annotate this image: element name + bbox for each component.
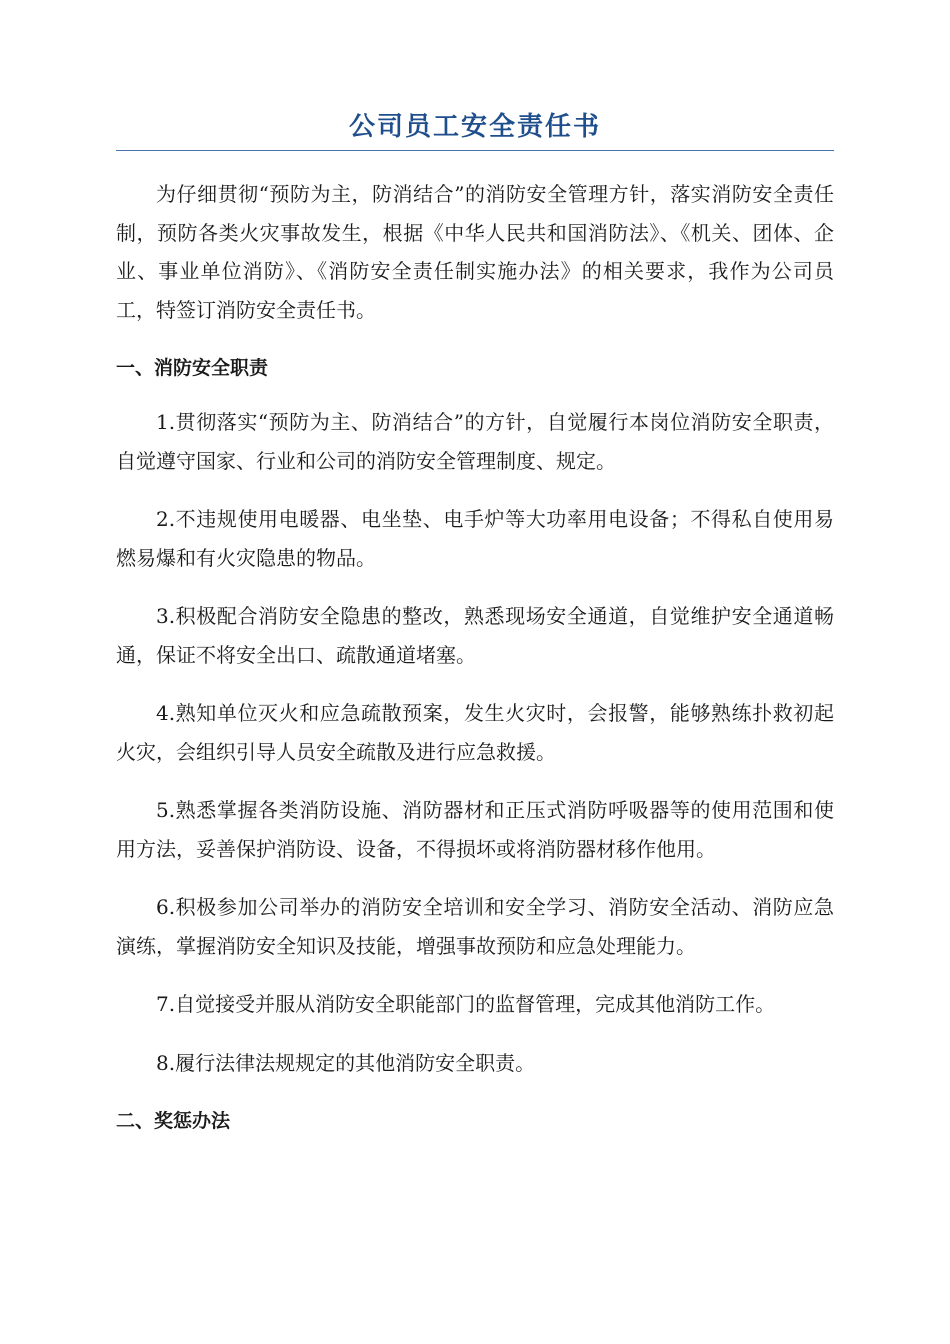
duty-item-2: 2.不违规使用电暖器、电坐垫、电手炉等大功率用电设备；不得私自使用易燃易爆和有火灾隐患的物品。 [116,507,834,570]
duty-item-8: 8.履行法律法规规定的其他消防安全职责。 [156,1050,536,1075]
duty-item-6: 6.积极参加公司举办的消防安全培训和安全学习、消防安全活动、消防应急演练，掌握消防安全知识及技能，增强事故预防和应急处理能力。 [116,895,834,958]
document-page [116,110,834,1136]
intro-paragraph: 为仔细贯彻“预防为主，防消结合”的消防安全管理方针，落实消防安全责任制，预防各类火灾事故发生，根据《中华人民共和国消防法》、《机关、团体、企业、事业单位消防》、《消防安全责任制实施办法》的相关要求，我作为公司员工，特签订消防安全责任书。 [116,182,834,322]
duty-item-7: 7.自觉接受并服从消防安全职能部门的监督管理，完成其他消防工作。 [156,992,776,1016]
duty-item-4: 4.熟知单位灭火和应急疏散预案，发生火灾时，会报警，能够熟练扑救初起火灾，会组织引导人员安全疏散及进行应急救援。 [116,701,834,764]
document-title: 公司员工安全责任书 [116,110,834,151]
duty-item-5: 5.熟悉掌握各类消防设施、消防器材和正压式消防呼吸器等的使用范围和使用方法，妥善保护消防设、设备，不得损坏或将消防器材移作他用。 [116,798,834,861]
section-heading-duties: 一、消防安全职责 [116,357,269,379]
section-heading-rewards: 二、奖惩办法 [116,1110,231,1132]
duty-item-3: 3.积极配合消防安全隐患的整改，熟悉现场安全通道，自觉维护安全通道畅通，保证不将安全出口、疏散通道堵塞。 [116,604,834,667]
duty-item-1: 1.贯彻落实“预防为主、防消结合”的方针，自觉履行本岗位消防安全职责，自觉遵守国家、行业和公司的消防安全管理制度、规定。 [116,410,834,473]
